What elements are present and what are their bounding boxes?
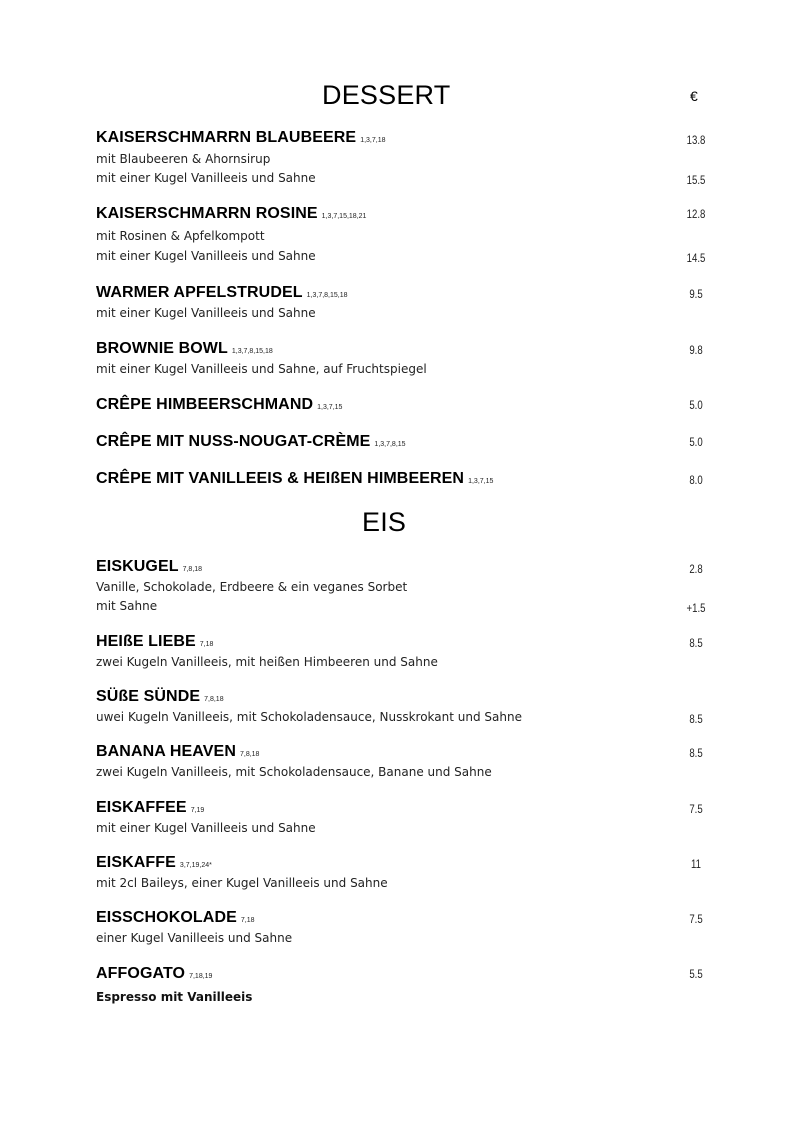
menu-item-price-extra: 15.5 bbox=[686, 173, 706, 187]
menu-item-description: mit einer Kugel Vanilleeis und Sahne, auf Fruchtspiegel bbox=[96, 362, 427, 376]
section-title-eis: EIS bbox=[362, 507, 407, 537]
menu-item-description: mit Rosinen & Apfelkompott bbox=[96, 229, 265, 243]
menu-item-price: 8.5 bbox=[689, 746, 703, 760]
menu-item-name: HEIßE LIEBE bbox=[96, 633, 196, 650]
allergen-codes: 7,19 bbox=[190, 807, 205, 814]
menu-item-name-row bbox=[96, 206, 366, 222]
currency-header: € bbox=[690, 88, 698, 104]
menu-item-name-row bbox=[96, 285, 348, 301]
menu-item-name: KAISERSCHMARRN BLAUBEERE bbox=[96, 129, 357, 146]
menu-item-description: einer Kugel Vanilleeis und Sahne bbox=[96, 931, 293, 945]
allergen-codes: 1,3,7,15 bbox=[468, 478, 494, 485]
allergen-codes: 7,18 bbox=[240, 917, 255, 924]
allergen-codes: 7,8,18 bbox=[182, 566, 203, 573]
menu-item-price-extra: +1.5 bbox=[686, 601, 706, 615]
menu-item-name-row bbox=[96, 855, 212, 871]
menu-item-price: 5.0 bbox=[689, 398, 703, 412]
menu-item-price: 8.5 bbox=[689, 636, 703, 650]
menu-item-name-row bbox=[96, 800, 204, 816]
menu-item-price: 5.0 bbox=[689, 435, 703, 449]
menu-item-price: 5.5 bbox=[689, 967, 703, 981]
allergen-codes: 1,3,7,8,15,18 bbox=[231, 348, 273, 355]
menu-item-price: 11 bbox=[691, 857, 701, 871]
menu-item-name: EISKAFFE bbox=[96, 854, 176, 871]
menu-item-name: KAISERSCHMARRN ROSINE bbox=[96, 205, 318, 222]
menu-item-price: 7.5 bbox=[689, 802, 703, 816]
menu-item-price: 9.8 bbox=[689, 343, 703, 357]
allergen-codes: 7,18 bbox=[199, 641, 214, 648]
menu-item-description: uwei Kugeln Vanilleeis, mit Schokoladensauce, Nusskrokant und Sahne bbox=[96, 710, 522, 724]
menu-item-name: SÜßE SÜNDE bbox=[96, 688, 201, 705]
section-title-dessert: DESSERT bbox=[322, 80, 451, 110]
menu-item-price: 13.8 bbox=[686, 133, 706, 147]
menu-item-name-row bbox=[96, 634, 213, 650]
menu-item-name-row bbox=[96, 471, 493, 487]
menu-item-price: 9.5 bbox=[689, 287, 703, 301]
menu-item-name-row bbox=[96, 341, 273, 357]
menu-item-price-extra: 14.5 bbox=[686, 251, 706, 265]
menu-item-description: mit einer Kugel Vanilleeis und Sahne bbox=[96, 249, 316, 263]
menu-item-name: EISKUGEL bbox=[96, 558, 179, 575]
allergen-codes: 1,3,7,15 bbox=[317, 404, 343, 411]
menu-item-name: AFFOGATO bbox=[96, 965, 186, 982]
menu-item-name-row bbox=[96, 559, 202, 575]
menu-item-description: zwei Kugeln Vanilleeis, mit heißen Himbeeren und Sahne bbox=[96, 655, 438, 669]
menu-item-description: mit einer Kugel Vanilleeis und Sahne bbox=[96, 821, 316, 835]
menu-item-price: 7.5 bbox=[689, 912, 703, 926]
menu-item-name: WARMER APFELSTRUDEL bbox=[96, 284, 303, 301]
menu-item-name-row bbox=[96, 744, 259, 760]
menu-item-name: BROWNIE BOWL bbox=[96, 340, 228, 357]
menu-item-price: 12.8 bbox=[686, 207, 706, 221]
menu-item-description: mit 2cl Baileys, einer Kugel Vanilleeis und Sahne bbox=[96, 876, 388, 890]
allergen-codes: 1,3,7,8,15,18 bbox=[306, 292, 348, 299]
allergen-codes: 7,8,18 bbox=[239, 751, 260, 758]
menu-item-price: 2.8 bbox=[689, 562, 703, 576]
menu-item-name: CRÊPE MIT NUSS-NOUGAT-CRÈME bbox=[96, 433, 371, 450]
allergen-codes: 7,18,19 bbox=[189, 973, 213, 980]
menu-item-name-row bbox=[96, 130, 386, 146]
menu-item-name-row bbox=[96, 910, 255, 926]
menu-item-name: EISSCHOKOLADE bbox=[96, 909, 237, 926]
allergen-codes: 1,3,7,18 bbox=[360, 137, 386, 144]
menu-item-name-row bbox=[96, 434, 406, 450]
allergen-codes: 1,3,7,8,15 bbox=[374, 441, 406, 448]
menu-item-description: mit einer Kugel Vanilleeis und Sahne bbox=[96, 306, 316, 320]
menu-item-description: zwei Kugeln Vanilleeis, mit Schokoladensauce, Banane und Sahne bbox=[96, 765, 492, 779]
menu-item-description: mit Blaubeeren & Ahornsirup bbox=[96, 152, 271, 166]
menu-item-price: 8.5 bbox=[689, 712, 703, 726]
menu-item-name-row bbox=[96, 689, 224, 705]
menu-item-price: 8.0 bbox=[689, 473, 703, 487]
menu-item-description: Espresso mit Vanilleeis bbox=[96, 990, 253, 1004]
menu-item-name-row bbox=[96, 397, 342, 413]
menu-item-description: Vanille, Schokolade, Erdbeere & ein veganes Sorbet bbox=[96, 580, 408, 594]
menu-item-name: EISKAFFEE bbox=[96, 799, 187, 816]
allergen-codes: 1,3,7,15,18,21 bbox=[321, 213, 367, 220]
menu-item-name-row bbox=[96, 966, 212, 982]
menu-item-name: CRÊPE MIT VANILLEEIS & HEIßEN HIMBEEREN bbox=[96, 470, 465, 487]
menu-item-name: BANANA HEAVEN bbox=[96, 743, 236, 760]
menu-item-description: mit Sahne bbox=[96, 599, 158, 613]
allergen-codes: 7,8,18 bbox=[204, 696, 224, 703]
menu-item-description: mit einer Kugel Vanilleeis und Sahne bbox=[96, 171, 316, 185]
allergen-codes: 3,7,19,24* bbox=[179, 862, 212, 869]
menu-item-name: CRÊPE HIMBEERSCHMAND bbox=[96, 396, 314, 413]
